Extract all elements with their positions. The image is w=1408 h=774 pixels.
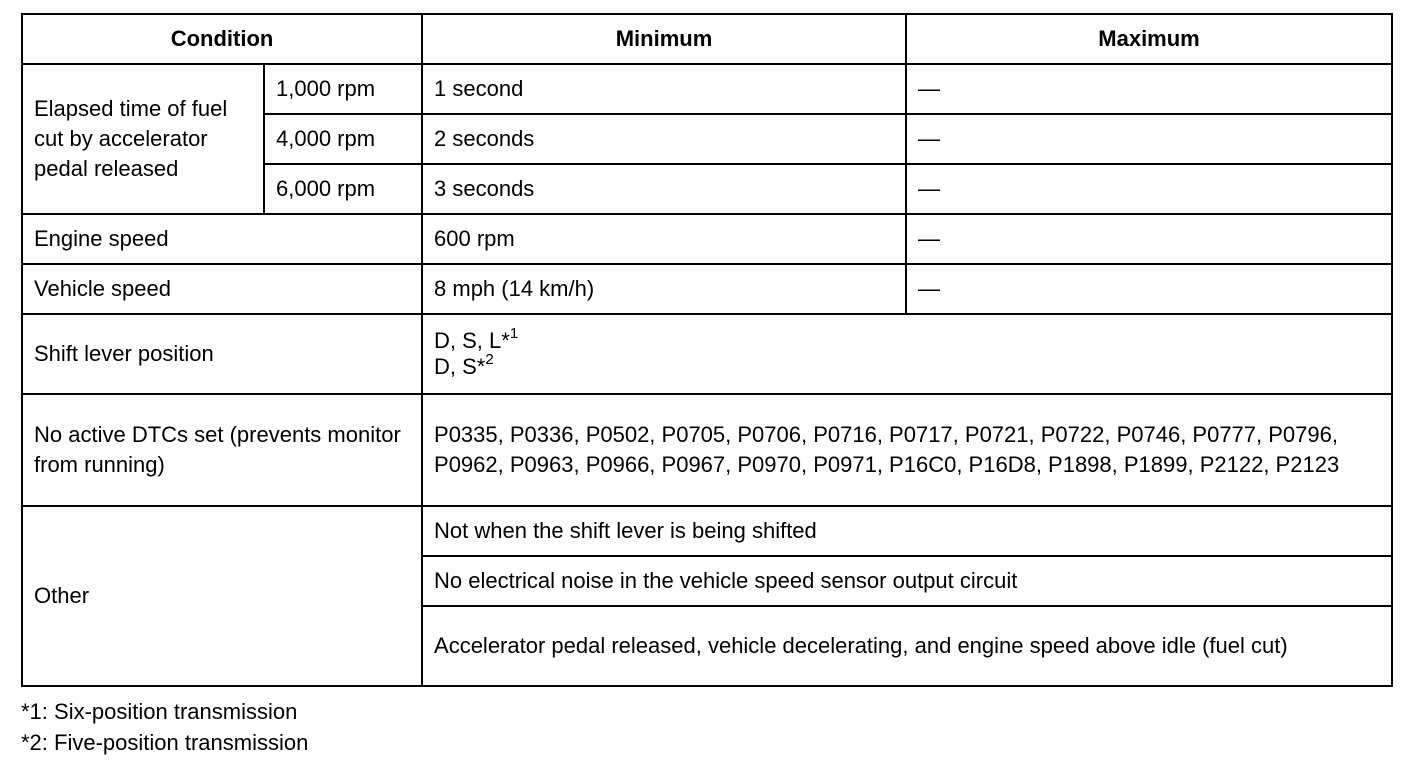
table-row	[22, 506, 1392, 556]
table-row	[22, 314, 1392, 394]
header-maximum: Maximum	[906, 14, 1392, 64]
table-row	[22, 214, 1392, 264]
shift-lever-line-2: D, S*$^2$	[434, 350, 494, 379]
other-item: Accelerator pedal released, vehicle decelerating, and engine speed above idle (fuel cut)	[422, 606, 1392, 686]
vehicle-speed-label: Vehicle speed	[22, 264, 422, 314]
dtc-codes: P0335, P0336, P0502, P0705, P0706, P0716, P0717, P0721, P0722, P0746, P0777, P0796, P0962, P0963, P0966, P0967, P0970, P0971, P16C0, P16D8, P1898, P1899, P2122, P2123	[422, 394, 1392, 506]
footnote-2: *2: Five-position transmission	[21, 730, 309, 755]
rpm-cell: 4,000 rpm	[264, 114, 422, 164]
maximum-cell: —	[906, 164, 1392, 214]
footnote-mark-2: 2	[485, 350, 494, 368]
fuel-cut-label: Elapsed time of fuel cut by accelerator pedal released	[22, 64, 264, 214]
footnotes	[21, 696, 308, 758]
shift-lever-values	[422, 314, 1392, 394]
maximum-cell: —	[906, 64, 1392, 114]
engine-speed-label: Engine speed	[22, 214, 422, 264]
minimum-cell: 1 second	[422, 64, 906, 114]
table-row	[22, 64, 1392, 114]
shift-lever-line-1: D, S, L*$^1$	[434, 324, 519, 353]
header-minimum: Minimum	[422, 14, 906, 64]
other-item: Not when the shift lever is being shifted	[422, 506, 1392, 556]
enable-conditions-table	[21, 13, 1393, 687]
minimum-cell: 3 seconds	[422, 164, 906, 214]
table-row	[22, 394, 1392, 506]
rpm-cell: 1,000 rpm	[264, 64, 422, 114]
maximum-cell: —	[906, 114, 1392, 164]
maximum-cell: —	[906, 264, 1392, 314]
footnote-1: *1: Six-position transmission	[21, 699, 298, 724]
footnote-mark-1: 1	[509, 324, 519, 342]
minimum-cell: 600 rpm	[422, 214, 906, 264]
other-item: No electrical noise in the vehicle speed sensor output circuit	[422, 556, 1392, 606]
table-row	[22, 264, 1392, 314]
rpm-cell: 6,000 rpm	[264, 164, 422, 214]
header-condition: Condition	[22, 14, 422, 64]
minimum-cell: 2 seconds	[422, 114, 906, 164]
dtcs-label: No active DTCs set (prevents monitor from running)	[22, 394, 422, 506]
minimum-cell: 8 mph (14 km/h)	[422, 264, 906, 314]
header-row	[22, 14, 1392, 64]
maximum-cell: —	[906, 214, 1392, 264]
other-label: Other	[22, 506, 422, 686]
shift-lever-label: Shift lever position	[22, 314, 422, 394]
